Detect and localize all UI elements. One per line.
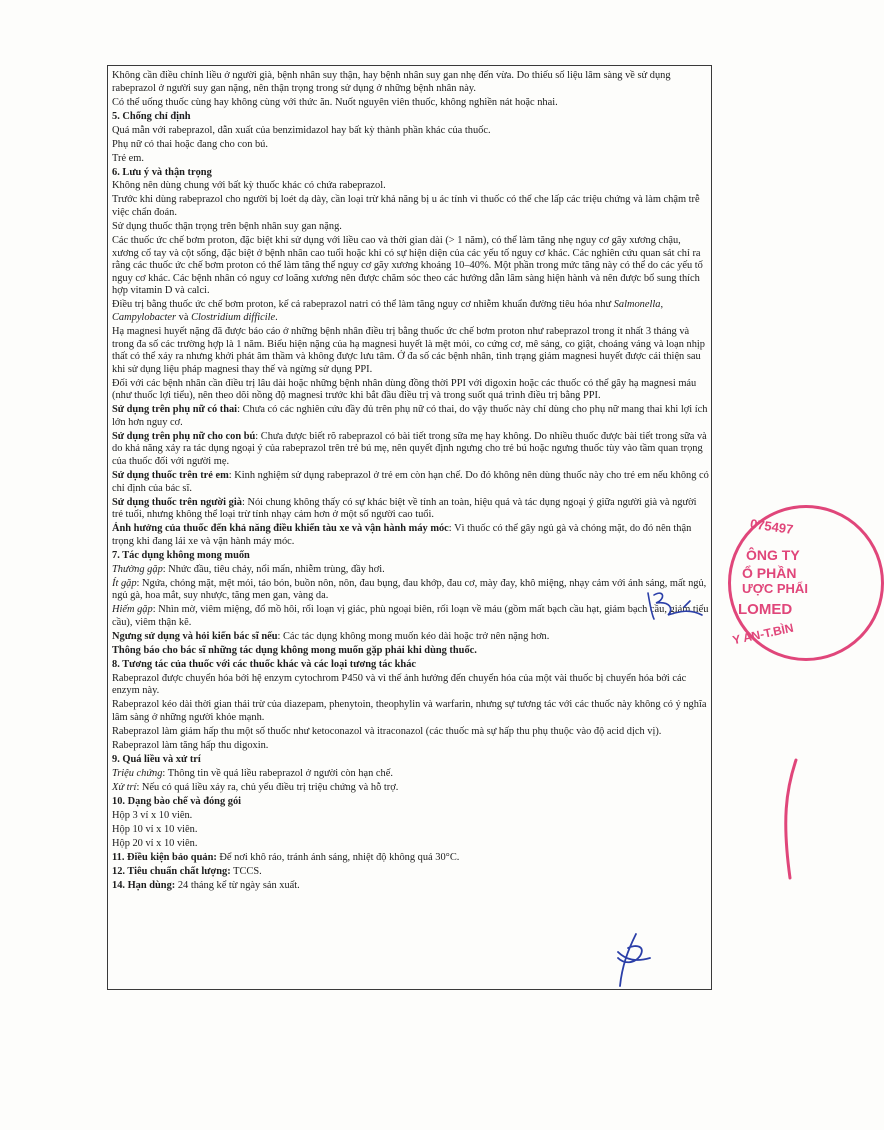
- paragraph: [112, 852, 710, 865]
- paragraph: Các thuốc ức chế bơm proton, đặc biệt khi sử dụng với liều cao và thời gian dài (> 1 năm), có thể làm tăng nhẹ nguy cơ gãy xương chậu, xương cổ tay và cột sống, đặc biệt ở bệnh nhân cao tuổi hoặc khi có sự hiện diện của các yếu tố nguy cơ khác. Các nghiên cứu quan sát chỉ ra rằng các thuốc ức chế bơm proton có thể làm tăng thể nguy cơ gãy xương khoảng 10–40%. Một phần trong mức tăng này có thể do các yếu tố nguy cơ khác. Các bệnh nhân có nguy cơ loãng xương nên được chăm sóc theo các hướng dẫn lâm sàng hiện hành và nên được bổ sung thích hợp vitamin D và calci.: [112, 235, 703, 297]
- text: TCCS.: [230, 865, 262, 877]
- text: : Các tác dụng không mong muốn kéo dài hoặc trở nên nặng hơn.: [277, 630, 550, 642]
- paragraph: Rabeprazol làm giảm hấp thu một số thuốc như ketoconazol và itraconazol (các thuốc mà sự hấp thu phụ thuộc vào độ acid dịch vị).: [112, 726, 662, 738]
- bold-lead: Sử dụng thuốc trên trẻ em: [112, 470, 229, 482]
- stamp-text: ÔNG TY: [746, 547, 800, 563]
- signature-mark: [640, 585, 720, 625]
- text: .: [275, 311, 278, 323]
- paragraph: [112, 497, 710, 522]
- bold-lead: Ảnh hưởng của thuốc đến khả năng điều khiển tàu xe và vận hành máy móc: [112, 523, 449, 535]
- paragraph: Không nên dùng chung với bất kỳ thuốc khác có chứa rabeprazol.: [112, 180, 386, 192]
- italic-lead: Hiếm gặp: [112, 604, 153, 616]
- text: : Chưa có các nghiên cứu đầy đủ trên phụ nữ có thai, do vậy thuốc này chỉ dùng cho phụ nữ mang thai khi lợi ích lớn hơn nguy cơ.: [112, 404, 708, 428]
- italic-term: Campylobacter: [112, 311, 177, 323]
- section-heading-5: 5. Chống chỉ định: [112, 110, 191, 122]
- paragraph: [112, 768, 710, 781]
- text: Điều trị bằng thuốc ức chế bơm proton, kể cả rabeprazol natri có thể làm tăng nguy cơ nhiễm khuẩn đường tiêu hóa như: [112, 299, 614, 311]
- paragraph: Trước khi dùng rabeprazol cho người bị loét dạ dày, cần loại trừ khả năng bị u ác tính vì thuốc có thể che lấp các triệu chứng và làm chậm trễ việc chẩn đoán.: [112, 194, 700, 219]
- packaging-line: Hộp 10 vỉ x 10 viên.: [112, 823, 198, 835]
- stamp-text: LOMED: [738, 601, 793, 618]
- italic-lead: Xử trí: [112, 781, 137, 793]
- paragraph: [112, 431, 710, 469]
- text: ,: [660, 299, 664, 311]
- stamp-text: ƯỢC PHẨI: [742, 581, 808, 596]
- paragraph: Hạ magnesi huyết nặng đã được báo cáo ở những bệnh nhân điều trị bằng thuốc ức chế bơm proton như rabeprazol trong ít nhất 3 tháng và trong đa số các trường hợp là 1 năm. Biểu hiện nặng của hạ magnesi huyết là mệt mỏi, co cứng cơ, mê sảng, co giật, choáng váng và loạn nhịp thất có thể xảy ra nhưng khởi phát âm thầm và không được lưu tâm. Ở đa số các bệnh nhân, tình trạng giảm magnesi huyết được cải thiện sau khi sử dụng liệu pháp magnesi thay thế và ngừng sử dụng PPI.: [112, 325, 706, 375]
- stamp-text: 075497: [749, 516, 795, 537]
- italic-term: Salmonella: [613, 299, 661, 311]
- paragraph: Có thể uống thuốc cùng hay không cùng với thức ăn. Nuốt nguyên viên thuốc, không nghiền nát hoặc nhai.: [112, 96, 558, 108]
- paragraph: [112, 631, 710, 644]
- section-heading-6: 6. Lưu ý và thận trọng: [112, 166, 212, 178]
- text: 24 tháng kể từ ngày sản xuất.: [175, 879, 300, 891]
- bold-lead: Sử dụng trên phụ nữ có thai: [112, 404, 238, 416]
- paragraph: Phụ nữ có thai hoặc đang cho con bú.: [112, 138, 268, 150]
- text: : Thông tin về quá liều rabeprazol ở người còn hạn chế.: [162, 767, 393, 779]
- paragraph: [112, 604, 710, 629]
- ink-mark: [776, 760, 799, 880]
- leaflet-content: [112, 70, 710, 894]
- paragraph: Sử dụng thuốc thận trọng trên bệnh nhân suy gan nặng.: [112, 221, 342, 233]
- text: Để nơi khô ráo, tránh ánh sáng, nhiệt độ không quá 30°C.: [216, 851, 460, 863]
- stamp-text: Ổ PHẦN: [742, 565, 797, 581]
- text: : Nếu có quá liều xảy ra, chủ yếu điều trị triệu chứng và hỗ trợ.: [136, 781, 399, 793]
- stamp-text: Y AN-T.BÌN: [731, 620, 795, 648]
- bold-lead: Sử dụng thuốc trên người già: [112, 496, 242, 508]
- section-heading-8: 8. Tương tác của thuốc với các thuốc khác và các loại tương tác khác: [112, 658, 417, 670]
- text: : Chưa được biết rõ rabeprazol có bài tiết trong sữa mẹ hay không. Do nhiều thuốc được bài tiết trong sữa và do khả năng xảy ra tác dụng ngoại ý của rabeprazol trên trẻ bú mẹ, nên quyết định ngưng cho trẻ bú hoặc ngưng thuốc tùy vào tầm quan trọng của thuốc đối với người mẹ.: [112, 430, 707, 468]
- paragraph: [112, 866, 710, 879]
- paragraph: [112, 578, 710, 603]
- section-heading-7: 7. Tác dụng không mong muốn: [112, 549, 250, 561]
- paragraph: Không cần điều chỉnh liều ở người già, bệnh nhân suy thận, hay bệnh nhân suy gan nhẹ đến vừa. Do thiếu số liệu lâm sàng về sử dụng rabeprazol ở người suy gan nặng, nên thận trọng trong sử dụng ở những bệnh nhân này.: [112, 70, 671, 94]
- italic-lead: Thường gặp: [112, 563, 163, 575]
- italic-term: Clostridium difficile: [191, 311, 276, 323]
- bold-lead: 11. Điều kiện bảo quản:: [112, 851, 217, 863]
- text: : Vì thuốc có thể gây ngủ gà và chóng mặt, do đó nên thận trọng khi đang lái xe và vận hành máy móc.: [112, 523, 692, 547]
- bold-notice: Thông báo cho bác sĩ những tác dụng không mong muốn gặp phải khi dùng thuốc.: [112, 644, 477, 656]
- packaging-line: Hộp 20 vỉ x 10 viên.: [112, 837, 198, 849]
- paragraph: Đối với các bệnh nhân cần điều trị lâu dài hoặc những bệnh nhân dùng đồng thời PPI với digoxin hoặc các thuốc có thể gây hạ magnesi máu (như thuốc lợi tiểu), nên theo dõi nồng độ magnesi trước khi bắt đầu điều trị và trong suốt quá trình điều trị bằng PPI.: [112, 377, 697, 402]
- packaging-line: Hộp 3 vỉ x 10 viên.: [112, 809, 193, 821]
- paragraph: [112, 880, 710, 893]
- paragraph: Rabeprazol được chuyển hóa bởi hệ enzym cytochrom P450 và vì thế ảnh hưởng đến chuyển hóa của một vài thuốc bị chuyển hóa bởi các enzym này.: [112, 672, 687, 697]
- bold-lead: Sử dụng trên phụ nữ cho con bú: [112, 430, 256, 442]
- initials-mark: [606, 930, 656, 990]
- section-heading-10: 10. Dạng bào chế và đóng gói: [112, 795, 242, 807]
- text: : Nhức đầu, tiêu chảy, nổi mẩn, nhiễm trùng, đầy hơi.: [162, 563, 385, 575]
- bold-lead: Ngưng sử dụng và hỏi kiến bác sĩ nếu: [112, 630, 278, 642]
- italic-lead: Triệu chứng: [112, 767, 163, 779]
- text: : Nói chung không thấy có sự khác biệt về tính an toàn, hiệu quả và tác dụng ngoại ý giữa người già và người trẻ tuổi, nhưng không thể loại trừ tính nhạy cảm hơn ở một số người cao tuổi.: [112, 496, 697, 521]
- paragraph: [112, 782, 710, 795]
- paragraph: Trẻ em.: [112, 152, 144, 164]
- text: : Ngứa, chóng mặt, mệt mỏi, táo bón, buồn nôn, nôn, đau bụng, đau khớp, đau cơ, mày đay, khô miệng, nhạy cảm với ánh sáng, mất ngủ, ngủ gà, hoa mắt, suy nhược, tăng men gan, vàng da.: [112, 577, 707, 602]
- bold-lead: 14. Hạn dùng:: [112, 879, 176, 891]
- paragraph: Rabeprazol làm tăng hấp thu digoxin.: [112, 740, 269, 752]
- paragraph: [112, 523, 710, 548]
- paragraph: [112, 470, 710, 495]
- text: : Nhìn mờ, viêm miệng, đổ mồ hôi, rối loạn vị giác, phù ngoại biên, rối loạn về máu (gồm mất bạch cầu hạt, giảm bạch cầu, giảm tiểu cầu), viêm thận kẽ.: [112, 604, 709, 628]
- text: : Kinh nghiệm sử dụng rabeprazol ở trẻ em còn hạn chế. Do đó không nên dùng thuốc này cho trẻ em nếu không có chỉ định của bác sĩ.: [112, 470, 709, 494]
- text: và: [176, 311, 192, 323]
- paragraph: Quá mẫn với rabeprazol, dẫn xuất của benzimidazol hay bất kỳ thành phần khác của thuốc.: [112, 124, 491, 136]
- section-heading-9: 9. Quá liều và xử trí: [112, 754, 201, 765]
- company-stamp: [728, 505, 838, 685]
- italic-lead: Ít gặp: [112, 577, 137, 589]
- paragraph: [112, 299, 710, 324]
- bold-lead: 12. Tiêu chuẩn chất lượng:: [112, 865, 231, 877]
- paragraph: [112, 404, 710, 429]
- paragraph: [112, 564, 710, 577]
- paragraph: Rabeprazol kéo dài thời gian thải trừ của diazepam, phenytoin, theophylin và warfarin, nhưng sự tương tác với các thuốc này không có ý nghĩa lâm sàng ở những người khỏe mạnh.: [112, 699, 707, 724]
